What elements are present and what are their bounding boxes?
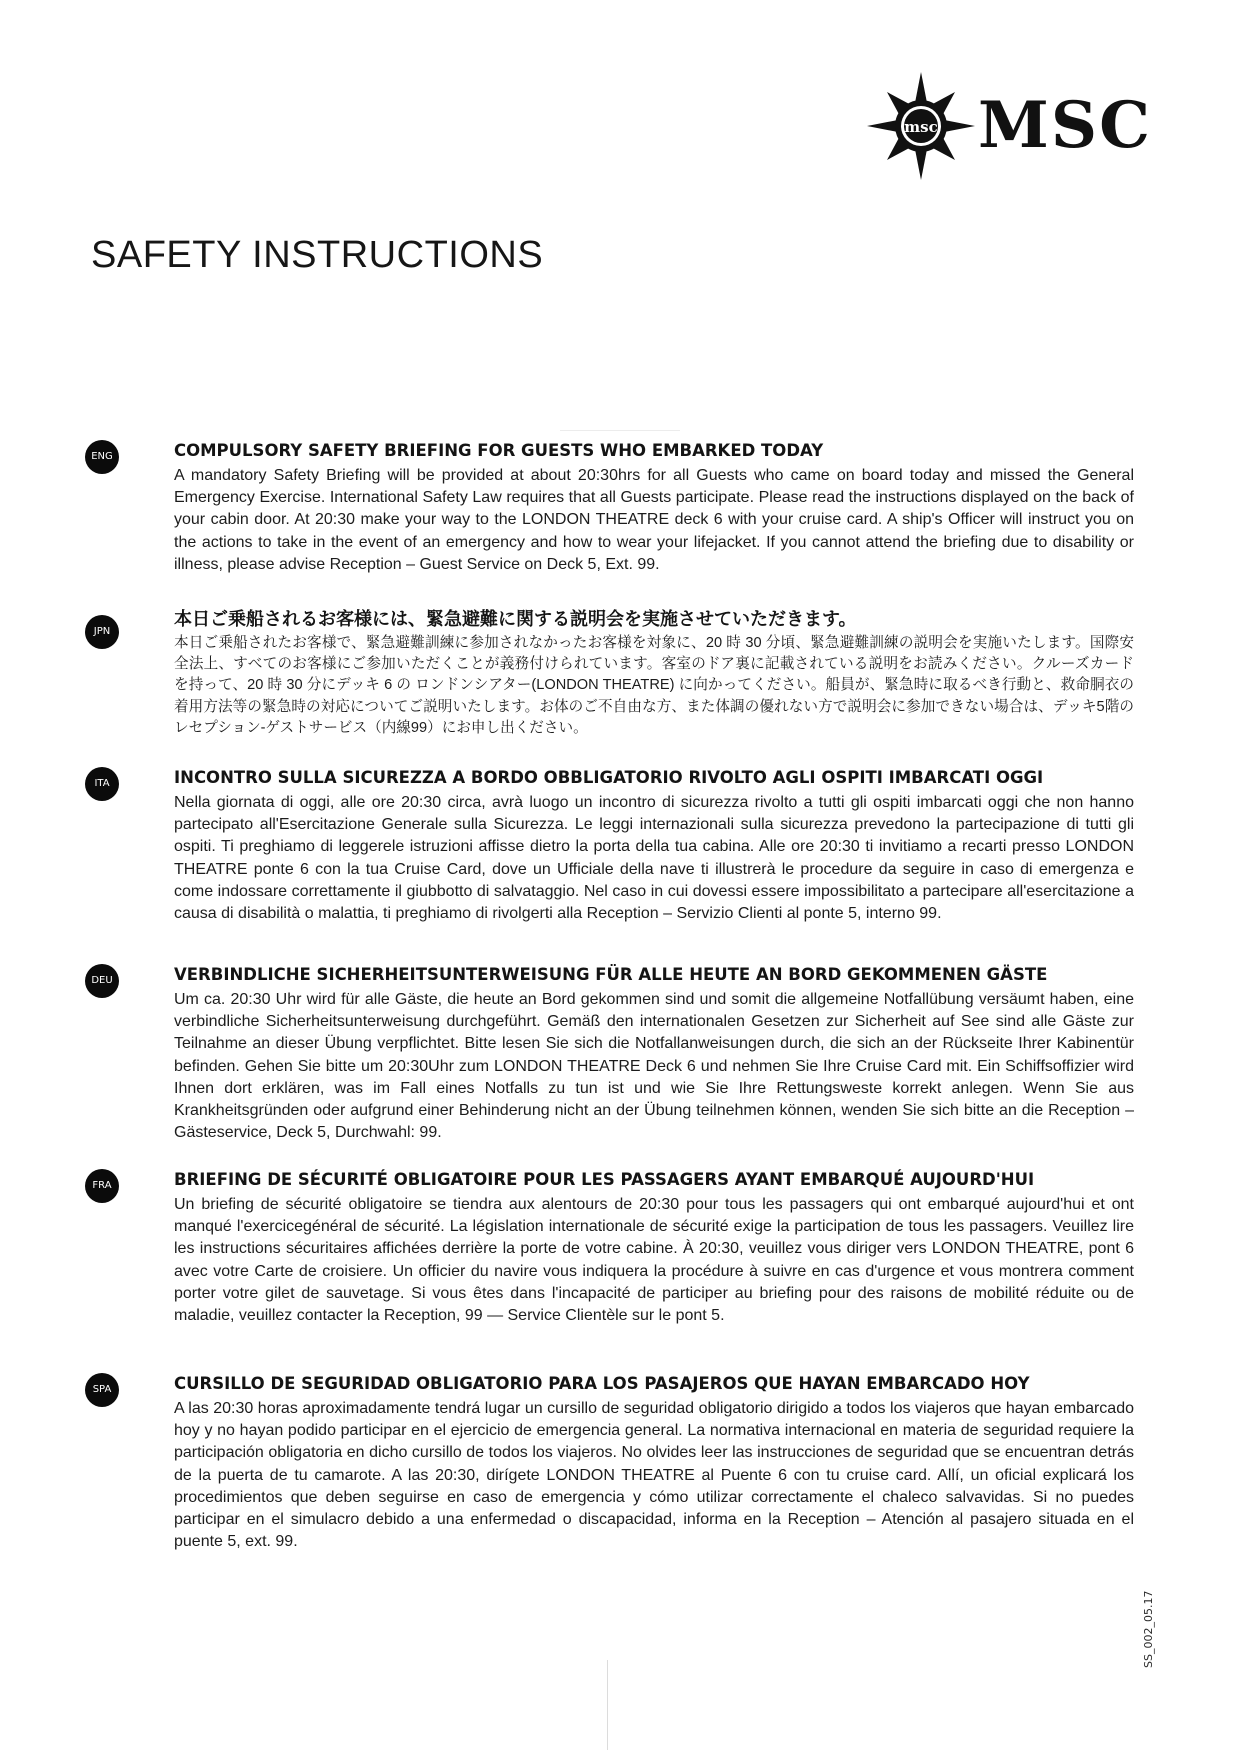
language-badge-spa: SPA [85, 1373, 119, 1407]
section-body: Um ca. 20:30 Uhr wird für alle Gäste, die heute an Bord gekommen sind und somit die allgemeine Notfallübung versäumt haben, eine verbindliche Sicherheitsunterweisung durchgeführt. Gemäß den internationalen Gesetzen zur Sicherheit auf See sind alle Gäste zur Teilnahme an dieser Übung verpflichtet. Bitte lesen Sie sich die Notfallanweisungen durch, die sich an der Rückseite Ihrer Kabinentür befinden. Gehen Sie bitte um 20:30Uhr zum LONDON THEATRE Deck 6 und nehmen Sie Ihre Cruise Card mit. Ein Schiffsoffizier wird Ihnen dort erklären, was im Fall eines Notfalls zu tun ist und wie Sie Ihre Rettungsweste korrekt anlegen. Wenn Sie aus Krankheitsgründen oder aufgrund einer Behinderung nicht an der Übung teilnehmen können, wenden Sie sich bitte an die Reception – Gästeservice, Deck 5, Durchwahl: 99. [174, 991, 1134, 1142]
paper-fold-line [607, 1660, 608, 1750]
section-body: Nella giornata di oggi, alle ore 20:30 circa, avrà luogo un incontro di sicurezza rivolto a tutti gli ospiti imbarcati oggi che non hanno partecipato all'Esercitazione Generale sulla Sicurezza. Le leggi internazionali sulla sicurezza prevedono la partecipazione di tutti gli ospiti. Ti preghiamo di leggerele istruzioni affisse dietro la porta della tua cabina. Alle ore 20:30 ti invitiamo a recarti presso LONDON THEATRE ponte 6 con la tua Cruise Card, dove un Ufficiale della nave ti illustrerà le procedure da seguire in caso di emergenza e come indossare correttamente il giubbotto di salvataggio. Nel caso in cui dovessi essere impossibilitato a partecipare all'esercitazione a causa di disabilità o malattia, ti preghiamo di rivolgerti alla Reception – Servizio Clienti al ponte 5, interno 99. [174, 794, 1134, 923]
emblem-text: msc [904, 118, 938, 136]
msc-logo [866, 70, 1152, 182]
section-body: A las 20:30 horas aproximadamente tendrá lugar un cursillo de seguridad obligatorio dirigido a todos los viajeros que hayan embarcado hoy y no hayan podido participar en el ejercicio de emergencia general. La normativa internacional en materia de seguridad requiere la participación obligatoria en dicho cursillo de todos los viajeros. No olvides leer las instrucciones de seguridad que se encuentran detrás de la puerta de tu camarote. A las 20:30, dirígete LONDON THEATRE al Puente 6 con tu cruise card. Allí, un oficial explicará los procedimientos que deben seguirse en caso de emergencia y cómo utilizar correctamente el chaleco salvavidas. Si no puedes participar en el simulacro debido a una enfermedad o discapacidad, informa en la Reception – Atención al pasajero situada en el puente 5, ext. 99. [174, 1400, 1134, 1551]
paper-fold-line [560, 430, 680, 431]
language-badge-ita: ITA [85, 767, 119, 801]
section-heading: COMPULSORY SAFETY BRIEFING FOR GUESTS WHO EMBARKED TODAY [174, 441, 824, 460]
section-heading: CURSILLO DE SEGURIDAD OBLIGATORIO PARA LOS PASAJEROS QUE HAYAN EMBARCADO HOY [174, 1374, 1030, 1393]
language-badge-fra: FRA [85, 1169, 119, 1203]
brand-name: MSC [978, 88, 1152, 163]
section-body: 本日ご乗船されたお客様で、緊急避難訓練に参加されなかったお客様を対象に、20 時 30 分頃、緊急避難訓練の説明会を実施いたします。国際安全法上、すべてのお客様にご参加いただくことが義務付けられています。客室のドア裏に記載されている説明をお読みください。クルーズカードを持って、20 時 30 分にデッキ 6 の ロンドンシアター(LONDON THEATRE) に向かってください。船員が、緊急時に取るべき行動と、救命胴衣の着用方法等の緊急時の対応についてご説明いたします。お体のご不自由な方、また体調の優れない方で説明会に参加できない場合は、デッキ5階のレセプション-ゲストサービス（内線99）にお申し出ください。 [174, 635, 1134, 736]
msc-compass-emblem-icon [866, 70, 976, 182]
page-title: SAFETY INSTRUCTIONS [91, 234, 544, 276]
document-code: SS_002_05.17 [1142, 1590, 1155, 1668]
section-heading: 本日ご乗船されるお客様には、緊急避難に関する説明会を実施させていただきます。 [174, 609, 857, 630]
language-badge-deu: DEU [85, 964, 119, 998]
language-badge-jpn: JPN [85, 615, 119, 649]
language-badge-eng: ENG [85, 440, 119, 474]
section-heading: INCONTRO SULLA SICUREZZA A BORDO OBBLIGATORIO RIVOLTO AGLI OSPITI IMBARCATI OGGI [174, 768, 1044, 787]
section-heading: VERBINDLICHE SICHERHEITSUNTERWEISUNG FÜR ALLE HEUTE AN BORD GEKOMMENEN GÄSTE [174, 965, 1048, 984]
section-body: Un briefing de sécurité obligatoire se tiendra aux alentours de 20:30 pour tous les passagers qui ont embarqué aujourd'hui et ont manqué l'exercicegénéral de sécurité. La législation internationale de sécurité exige la participation de tous les passagers. Veuillez lire les instructions sécuritaires affichées derrière la porte de votre cabine. À 20:30, veuillez vous diriger vers LONDON THEATRE, pont 6 avec votre Carte de croisiere. Un officier du navire vous indiquera la procédure à suivre en cas d'urgence et vous montrera comment porter votre gilet de sauvetage. Si vous êtes dans l'incapacité de participer au briefing pour des raisons de mobilité réduite ou de maladie, veuillez contacter la Reception, 99 — Service Clientèle sur le pont 5. [174, 1196, 1134, 1325]
section-body: A mandatory Safety Briefing will be provided at about 20:30hrs for all Guests who came on board today and missed the General Emergency Exercise. International Safety Law requires that all Guests participate. Please read the instructions displayed on the back of your cabin door. At 20:30 make your way to the LONDON THEATRE deck 6 with your cruise card. A ship's Officer will instruct you on the actions to take in the event of an emergency and how to wear your lifejacket. If you cannot attend the briefing due to disability or illness, please advise Reception – Guest Service on Deck 5, Ext. 99. [174, 467, 1134, 573]
section-heading: BRIEFING DE SÉCURITÉ OBLIGATOIRE POUR LES PASSAGERS AYANT EMBARQUÉ AUJOURD'HUI [174, 1170, 1035, 1189]
